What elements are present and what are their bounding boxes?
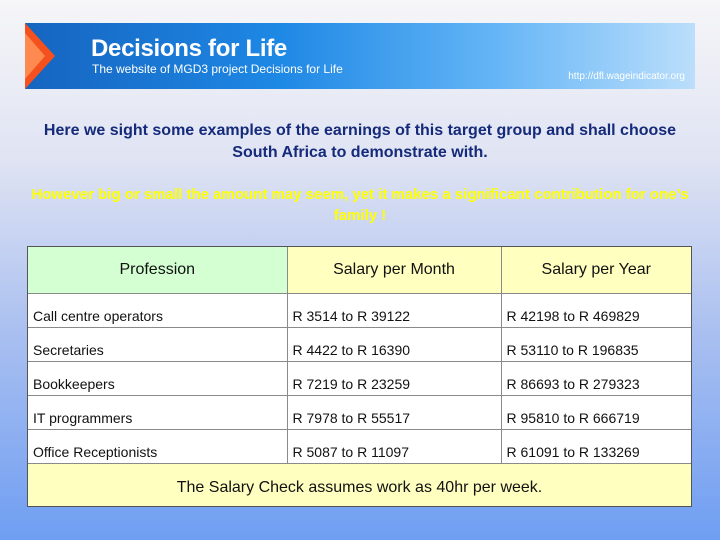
banner-subtitle: The website of MGD3 project Decisions for Life [92, 62, 343, 76]
cell-salary-month: R 3514 to R 39122 [287, 293, 501, 327]
header-salary-year: Salary per Year [501, 247, 691, 293]
intro-text: Here we sight some examples of the earnings of this target group and shall choose South Africa to demonstrate with. [43, 122, 677, 161]
salary-table [27, 246, 692, 507]
cell-salary-year: R 53110 to R 196835 [501, 327, 691, 361]
header-banner [25, 23, 695, 89]
table-row [28, 395, 691, 429]
table-footnote: The Salary Check assumes work as 40hr per week. [176, 478, 543, 496]
banner-url[interactable]: http://dfl.wageindicator.org [568, 71, 685, 82]
cell-profession: Bookkeepers [28, 361, 287, 395]
cell-salary-month: R 4422 to R 16390 [287, 327, 501, 361]
cell-salary-month: R 7978 to R 55517 [287, 395, 501, 429]
table-row [28, 361, 691, 395]
table-row [28, 293, 691, 327]
cell-salary-year: R 95810 to R 666719 [501, 395, 691, 429]
logo-arrow-highlight-icon [25, 33, 45, 79]
cell-salary-month: R 7219 to R 23259 [287, 361, 501, 395]
salary-table-grid [28, 247, 691, 464]
table-row [28, 327, 691, 361]
cell-salary-year: R 61091 to R 133269 [501, 429, 691, 463]
table-row [28, 429, 691, 463]
cell-salary-year: R 86693 to R 279323 [501, 361, 691, 395]
banner-title: Decisions for Life [91, 35, 287, 62]
header-salary-month: Salary per Month [287, 247, 501, 293]
highlight-note: However big or small the amount may seem, yet it makes a significant contribution for one’s family ! [31, 186, 689, 224]
header-profession: Profession [28, 247, 287, 293]
cell-profession: Call centre operators [28, 293, 287, 327]
cell-profession: IT programmers [28, 395, 287, 429]
table-header-row [28, 247, 691, 293]
cell-salary-year: R 42198 to R 469829 [501, 293, 691, 327]
cell-profession: Office Receptionists [28, 429, 287, 463]
cell-salary-month: R 5087 to R 11097 [287, 429, 501, 463]
cell-profession: Secretaries [28, 327, 287, 361]
